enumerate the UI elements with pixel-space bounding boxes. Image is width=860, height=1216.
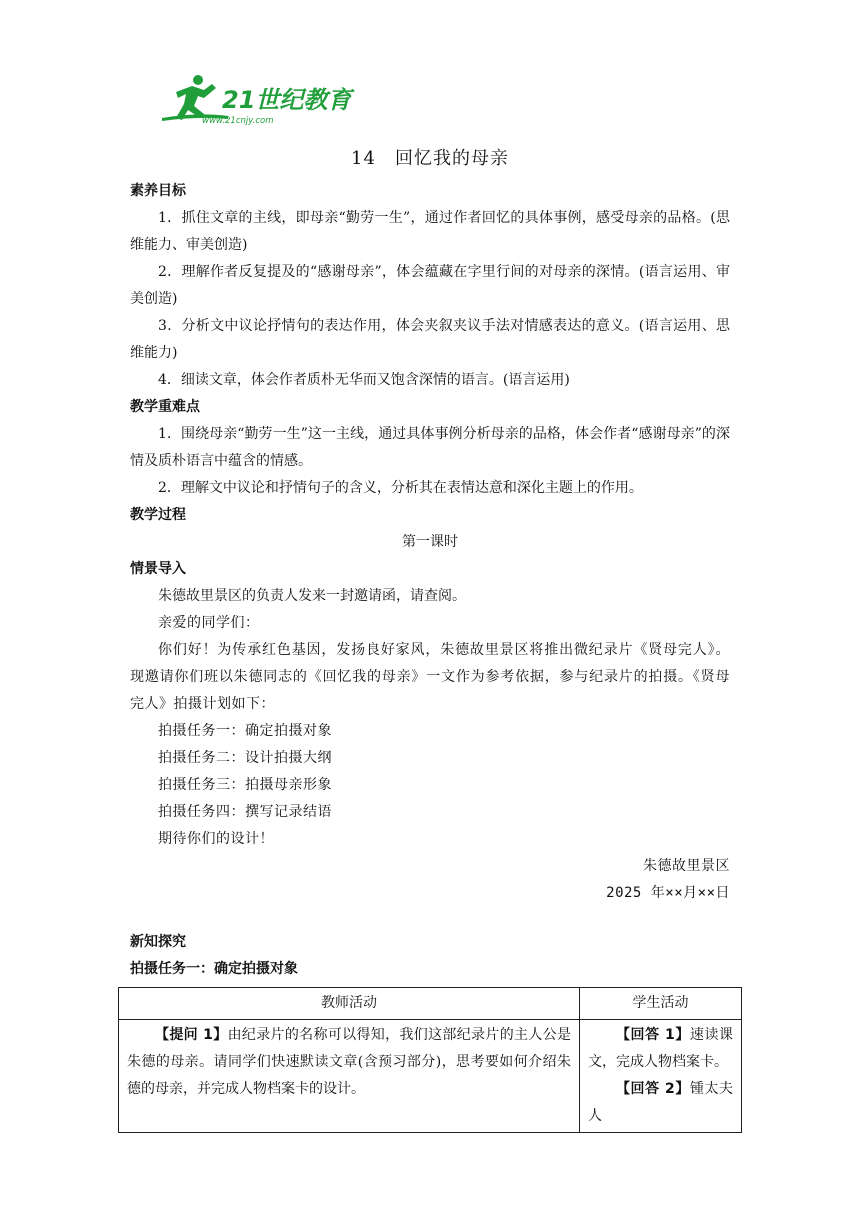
- answer-tag: 【回答 1】: [616, 1027, 690, 1043]
- runner-logo-icon: [158, 72, 358, 128]
- student-answer: [588, 1076, 733, 1130]
- question-text: 由纪录片的名称可以得知，我们这部纪录片的主人公是朱德的母亲。请同学们快速默读文章(含预习部分)，思考要如何介绍朱德的母亲，并完成人物档案卡的设计。: [127, 1027, 571, 1097]
- letter-task: 拍摄任务二：设计拍摄大纲: [158, 750, 332, 766]
- goal-item: 1．抓住文章的主线，即母亲“勤劳一生”，通过作者回忆的具体事例，感受母亲的品格。(思维能力、审美创造): [130, 210, 730, 253]
- student-answer: [588, 1022, 733, 1076]
- goal-item: 3．分析文中议论抒情句的表达作用，体会夹叙夹议手法对情感表达的意义。(语言运用、思维能力): [130, 318, 730, 361]
- teacher-question: [127, 1022, 571, 1103]
- table-header-row: [119, 988, 742, 1020]
- teacher-activity-cell: [119, 1020, 580, 1133]
- letter-body: 你们好！为传承红色基因，发扬良好家风，朱德故里景区将推出微纪录片《贤母完人》。现邀请你们班以朱德同志的《回忆我的母亲》一文作为参考依据，参与纪录片的拍摄。《贤母完人》拍摄计划如下：: [130, 642, 730, 712]
- intro-heading: 情景导入: [130, 561, 186, 577]
- question-tag: 【提问 1】: [155, 1027, 228, 1043]
- table-header-teacher: 教师活动: [119, 988, 580, 1020]
- letter-signature: 朱德故里景区: [643, 858, 730, 874]
- svg-text:21世纪教育: 21世纪教育: [222, 86, 352, 114]
- page-title: 14 回忆我的母亲: [351, 148, 509, 169]
- letter-task: 拍摄任务三：拍摄母亲形象: [158, 777, 332, 793]
- table-row: [119, 1020, 742, 1133]
- answer-text: 速读课文，完成人物档案卡。: [588, 1027, 733, 1070]
- logo: [158, 72, 358, 128]
- key-points-heading: 教学重难点: [130, 399, 200, 415]
- lesson-label: 第一课时: [402, 534, 458, 550]
- intro-text: 朱德故里景区的负责人发来一封邀请函，请查阅。: [158, 588, 466, 604]
- explore-heading: 新知探究: [130, 934, 186, 950]
- key-point-item: 2．理解文中议论和抒情句子的含义，分析其在表情达意和深化主题上的作用。: [158, 480, 643, 496]
- letter-date: 2025 年××月××日: [606, 885, 730, 901]
- key-point-item: 1．围绕母亲“勤劳一生”这一主线，通过具体事例分析母亲的品格，体会作者“感谢母亲”的深情及质朴语言中蕴含的情感。: [130, 426, 730, 469]
- answer-text: 锺太夫人: [588, 1081, 733, 1124]
- goal-item: 2．理解作者反复提及的“感谢母亲”，体会蕴藏在字里行间的对母亲的深情。(语言运用、审美创造): [130, 264, 730, 307]
- student-activity-cell: [580, 1020, 742, 1133]
- goal-item: 4．细读文章，体会作者质朴无华而又饱含深情的语言。(语言运用): [158, 372, 570, 388]
- task1-heading: 拍摄任务一：确定拍摄对象: [130, 961, 298, 977]
- invitation-letter: [130, 610, 730, 907]
- activity-table: [118, 987, 742, 1133]
- process-heading: 教学过程: [130, 507, 186, 523]
- letter-task: 拍摄任务一：确定拍摄对象: [158, 723, 332, 739]
- table-header-student: 学生活动: [580, 988, 742, 1020]
- letter-greeting: 亲爱的同学们：: [158, 615, 260, 631]
- document-body: [130, 178, 730, 983]
- answer-tag: 【回答 2】: [616, 1081, 690, 1097]
- letter-closing: 期待你们的设计！: [158, 831, 274, 847]
- svg-text:www.21cnjy.com: www.21cnjy.com: [202, 116, 274, 126]
- goals-heading: 素养目标: [130, 183, 186, 199]
- letter-task: 拍摄任务四：撰写记录结语: [158, 804, 332, 820]
